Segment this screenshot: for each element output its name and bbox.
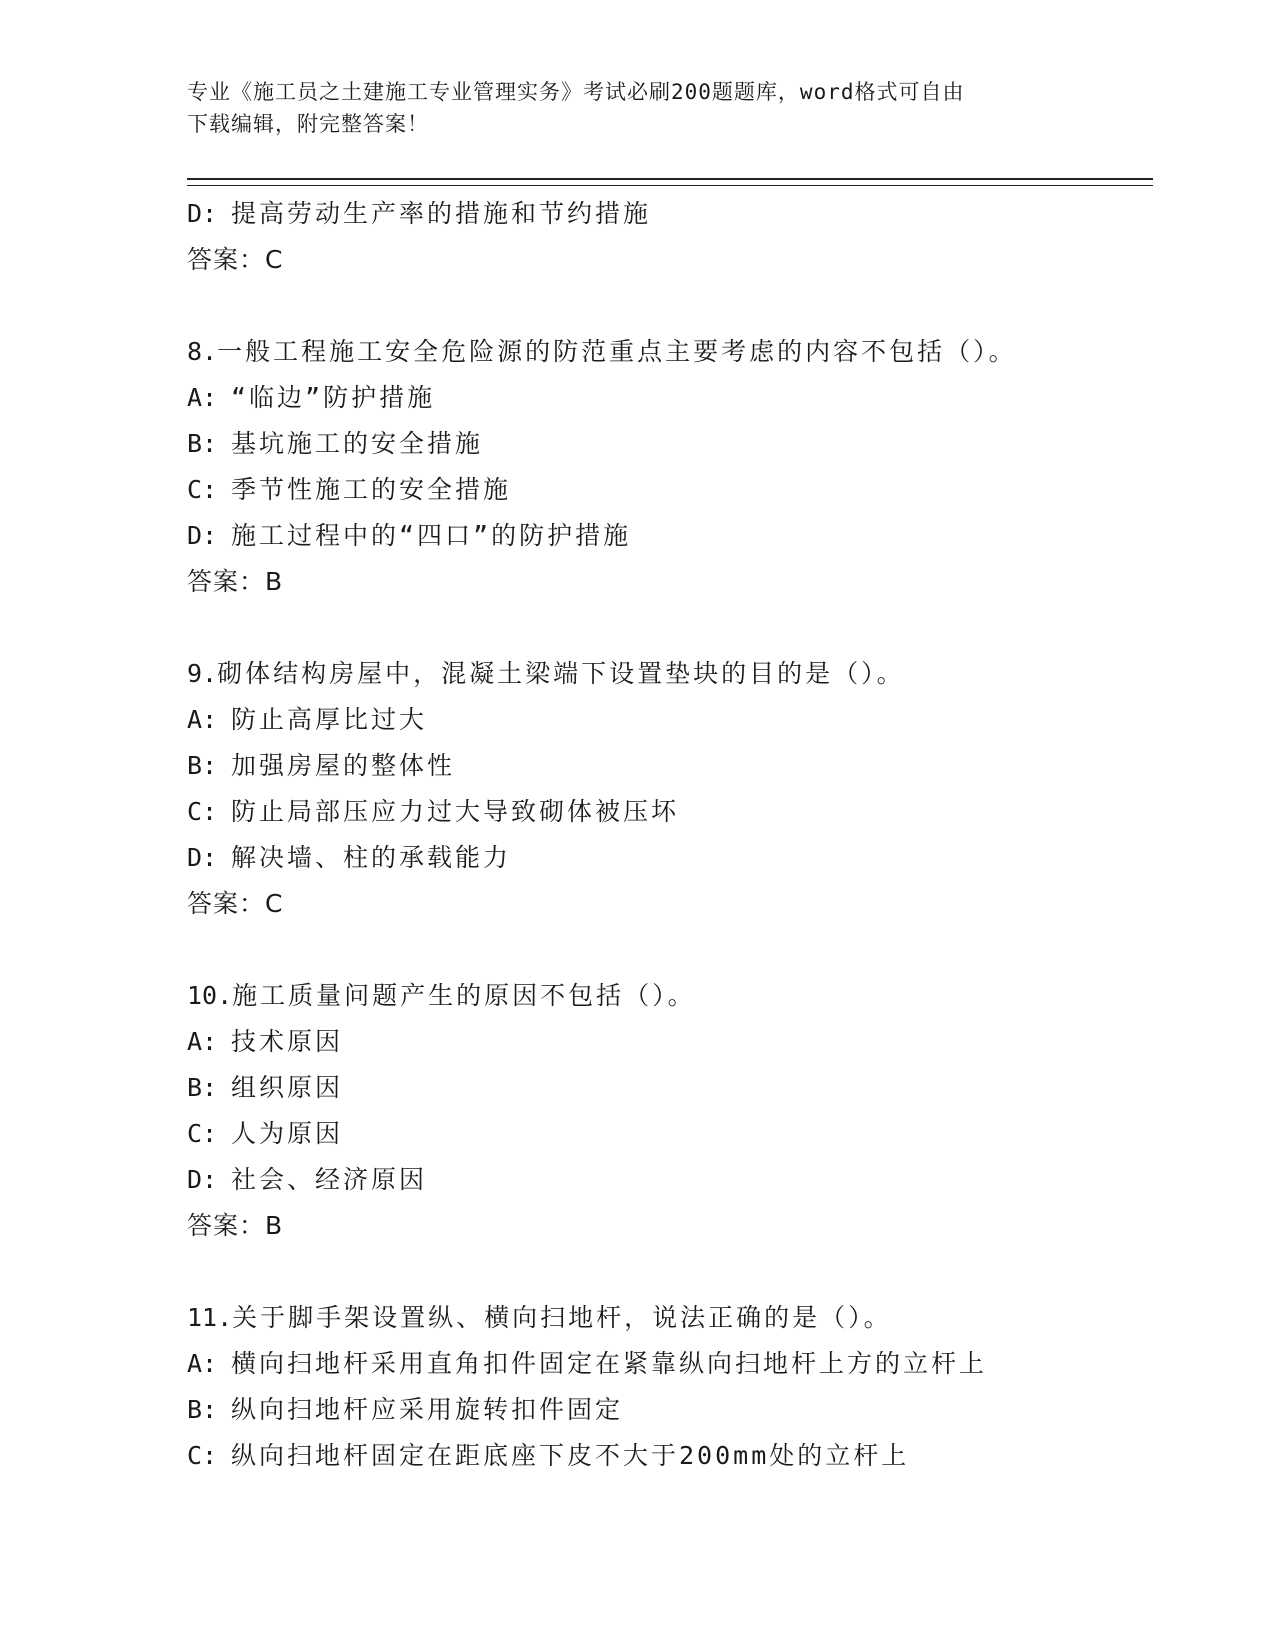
option-text: 解决墙、柱的承载能力	[231, 843, 512, 872]
option-letter: B:	[187, 429, 218, 458]
option-d	[187, 191, 1147, 237]
question-stem	[187, 1295, 1147, 1341]
option-text: 提高劳动生产率的措施和节约措施	[231, 199, 652, 228]
option-a	[187, 697, 1147, 743]
option-letter: B:	[187, 751, 218, 780]
option-text: 组织原因	[231, 1073, 344, 1102]
option-d	[187, 835, 1147, 881]
option-text: 季节性施工的安全措施	[231, 475, 512, 504]
option-text: “临边”防护措施	[231, 383, 436, 412]
option-letter: A:	[187, 1027, 218, 1056]
option-text: 基坑施工的安全措施	[231, 429, 484, 458]
answer-line: 答案：B	[187, 1211, 284, 1240]
option-letter: A:	[187, 705, 218, 734]
question-number: 9.	[187, 659, 218, 688]
question-text: 一般工程施工安全危险源的防范重点主要考虑的内容不包括（）。	[217, 337, 1017, 366]
option-d	[187, 513, 1147, 559]
header-line-1: 专业《施工员之土建施工专业管理实务》考试必刷200题题库，word格式可自由	[187, 80, 965, 104]
option-b	[187, 1065, 1147, 1111]
option-text: 纵向扫地杆固定在距底座下皮不大于200mm处的立杆上	[231, 1441, 910, 1470]
question-stem	[187, 651, 1147, 697]
option-c	[187, 789, 1147, 835]
option-letter: C:	[187, 475, 218, 504]
option-letter: A:	[187, 383, 218, 412]
option-letter: A:	[187, 1349, 218, 1378]
document-header	[187, 76, 1067, 140]
header-line-2: 下载编辑，附完整答案！	[187, 112, 429, 136]
option-c	[187, 467, 1147, 513]
option-d	[187, 1157, 1147, 1203]
option-letter: B:	[187, 1395, 218, 1424]
question-stem	[187, 329, 1147, 375]
option-text: 加强房屋的整体性	[231, 751, 456, 780]
option-letter: C:	[187, 1441, 218, 1470]
option-letter: D:	[187, 1165, 218, 1194]
question-list	[187, 191, 1147, 1479]
question-text: 砌体结构房屋中，混凝土梁端下设置垫块的目的是（）。	[217, 659, 905, 688]
question-text: 施工质量问题产生的原因不包括（）。	[232, 981, 696, 1010]
option-a	[187, 375, 1147, 421]
option-c	[187, 1433, 1147, 1479]
option-text: 防止局部压应力过大导致砌体被压坏	[231, 797, 680, 826]
option-text: 人为原因	[231, 1119, 344, 1148]
option-letter: D:	[187, 199, 218, 228]
option-text: 纵向扫地杆应采用旋转扣件固定	[231, 1395, 624, 1424]
option-b	[187, 1387, 1147, 1433]
option-a	[187, 1019, 1147, 1065]
option-c	[187, 1111, 1147, 1157]
option-letter: B:	[187, 1073, 218, 1102]
option-letter: D:	[187, 521, 218, 550]
question-stem	[187, 973, 1147, 1019]
question-number: 10.	[187, 981, 233, 1010]
option-text: 防止高厚比过大	[231, 705, 428, 734]
option-a	[187, 1341, 1147, 1387]
option-letter: C:	[187, 797, 218, 826]
option-text: 横向扫地杆采用直角扣件固定在紧靠纵向扫地杆上方的立杆上	[231, 1349, 988, 1378]
option-letter: D:	[187, 843, 218, 872]
question-number: 8.	[187, 337, 218, 366]
header-divider	[187, 178, 1153, 186]
option-text: 社会、经济原因	[231, 1165, 428, 1194]
option-letter: C:	[187, 1119, 218, 1148]
question-text: 关于脚手架设置纵、横向扫地杆，说法正确的是（）。	[232, 1303, 892, 1332]
option-text: 技术原因	[231, 1027, 344, 1056]
option-b	[187, 743, 1147, 789]
answer-line: 答案：C	[187, 245, 284, 274]
answer-line: 答案：C	[187, 889, 284, 918]
option-b	[187, 421, 1147, 467]
option-text: 施工过程中的“四口”的防护措施	[231, 521, 632, 550]
question-number: 11.	[187, 1303, 233, 1332]
answer-line: 答案：B	[187, 567, 284, 596]
